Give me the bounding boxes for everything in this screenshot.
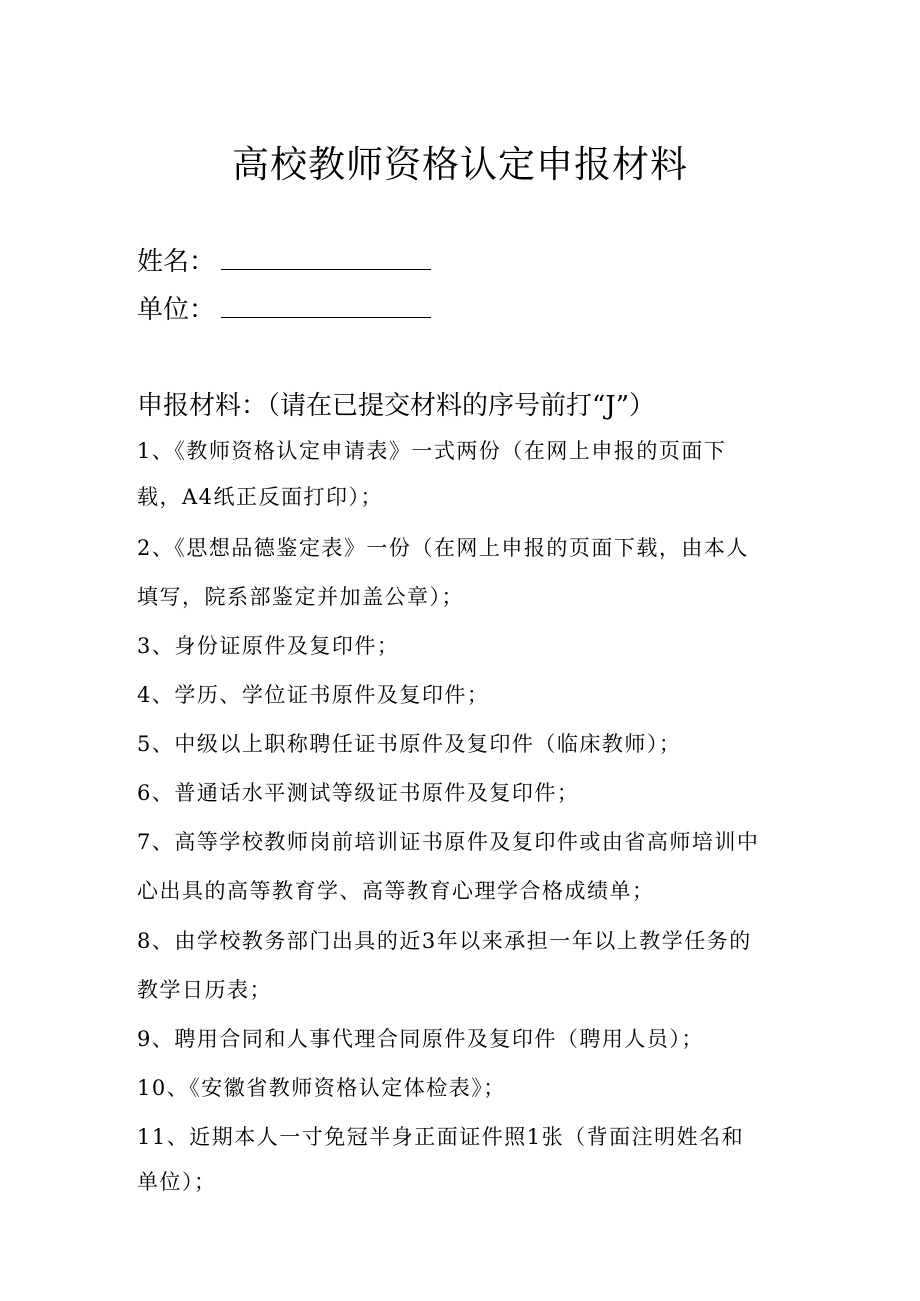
name-label: 姓名： [137,247,216,277]
list-line: 6、普通话水平测试等级证书原件及复印件； [137,781,580,805]
unit-label: 单位： [137,295,216,325]
list-line: 2、《思想品德鉴定表》一份（在网上申报的页面下载，由本人 [137,536,749,560]
list-line: 8、由学校教务部门出具的近3年以来承担一年以上教学任务的 [137,929,752,953]
list-line: 9、聘用合同和人事代理合同原件及复印件（聘用人员）； [137,1027,704,1051]
list-line: 1、《教师资格认定申请表》一式两份（在网上申报的页面下 [137,439,727,463]
name-field [137,242,431,282]
name-blank-line [221,243,431,270]
list-line: 4、学历、学位证书原件及复印件； [137,683,490,707]
list-line: 10、《安徽省教师资格认定体检表》； [137,1076,506,1100]
list-line: 3、身份证原件及复印件； [137,634,400,658]
list-line: 心出具的高等教育学、高等教育心理学合格成绩单； [137,879,655,903]
list-line: 填写，院系部鉴定并加盖公章）； [137,585,464,609]
unit-blank-line [221,291,431,318]
materials-heading: 申报材料：（请在已提交材料的序号前打“J”） [137,391,656,421]
list-line: 11、近期本人一寸免冠半身正面证件照1张（背面注明姓名和 [137,1125,745,1149]
list-line: 7、高等学校教师岗前培训证书原件及复印件或由省高师培训中 [137,830,760,854]
list-line: 教学日历表； [137,978,272,1002]
list-line: 单位）； [137,1170,217,1194]
list-line: 载，A4纸正反面打印）； [137,485,384,509]
document-title: 高校教师资格认定申报材料 [232,143,688,186]
unit-field [137,290,431,330]
list-line: 5、中级以上职称聘任证书原件及复印件（临床教师）； [137,732,682,756]
